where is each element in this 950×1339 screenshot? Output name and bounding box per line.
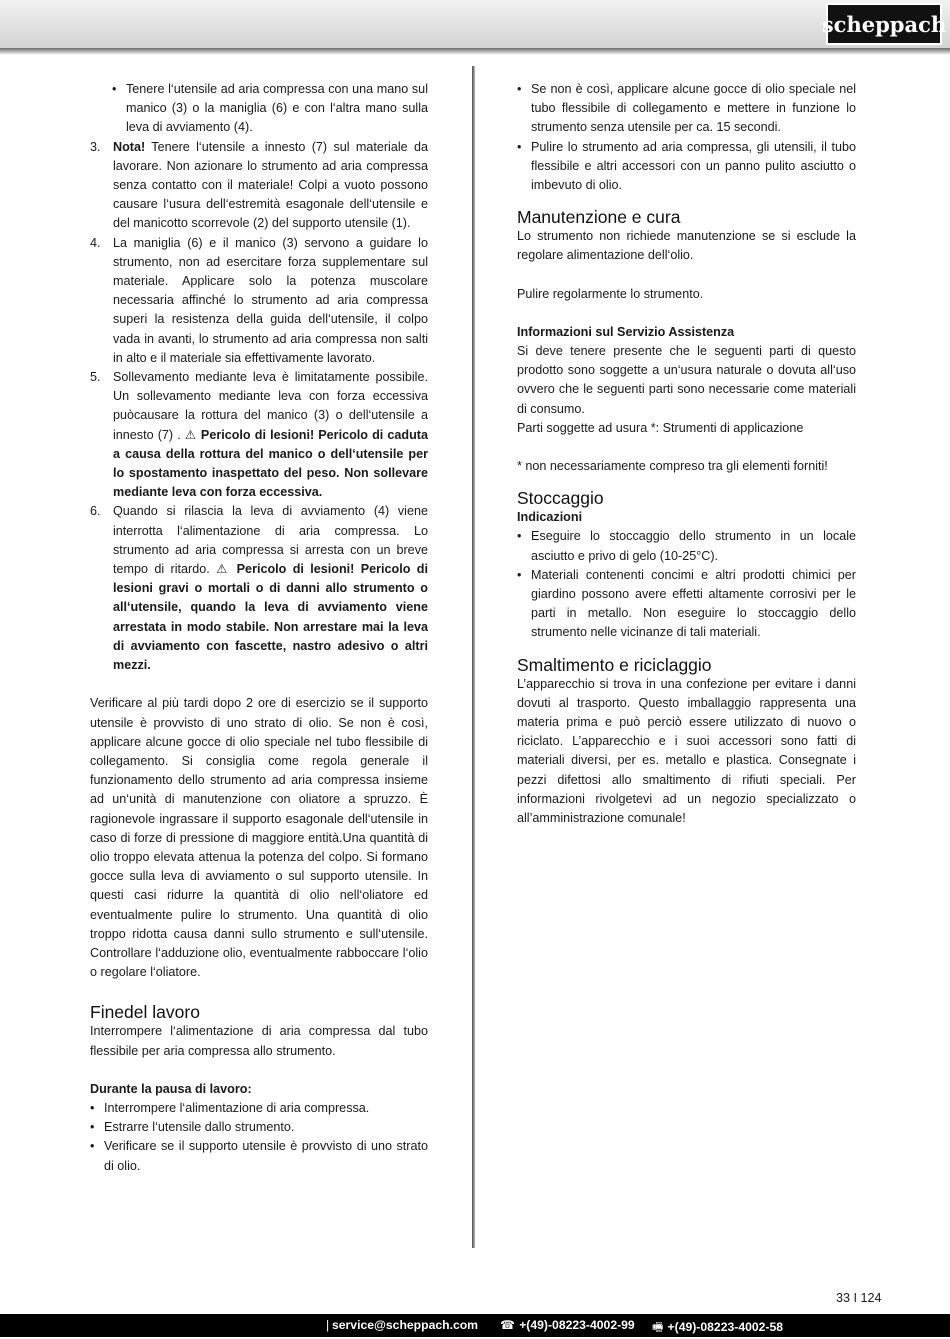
oil-steps-list: [517, 80, 856, 195]
list-item: • Materiali contenenti concimi e altri prodotti chimici per giardino possono avere effetti altamente corrosivi per le parti in metallo. Non eseguire lo stoccaggio dello strumento nelle vicinanze di tali materiali.: [517, 566, 856, 643]
step-item: [90, 502, 428, 675]
step-text: Tenere l‘utensile a innesto (7) sul materiale da lavorare. Non azionare lo strumento ad aria compressa senza contatto con il materiale! Colpi a vuoto possono causare l‘usura dell‘estremità esagonale dell‘utensile e del manicotto scorrevole (2) del supporto utensile (1).: [113, 139, 428, 231]
right-column: [517, 80, 856, 828]
list-item: • Tenere l‘utensile ad aria compressa con una mano sul manico (3) o la maniglia (6) e con l‘altra mano sulla leva di avviamento (4).: [112, 80, 428, 138]
phone-number: +(49)-08223-4002-99: [519, 1318, 635, 1332]
footer-bar: [0, 1314, 950, 1337]
step-number: 3.: [90, 139, 101, 154]
warning-text: ⚠ Pericolo di lesioni! Pericolo di lesioni gravi o mortali o di danni allo strumento o all‘utensile, quando la leva di avviamento viene arrestata in modo stabile. Non arrestare mai la leva di avviamento con fascette, nastro adesivo o altri mezzi.: [113, 562, 429, 673]
footnote-text: * non necessariamente compreso tra gli elementi forniti!: [517, 459, 828, 474]
disposal-text: L’apparecchio si trova in una confezione per evitare i danni dovuti al trasporto. Questo imballaggio rappresenta una materia prima e può perciò essere utilizzato di nuovo o riciclato. L’apparecchio e i suoi accessori sono fatti di materiali diversi, per es. metallo e plastica. Consegnate i pezzi difettosi allo smaltimento di rifiuti speciali. Per informazioni rivolgetevi ad un negozio specializzato o all’amministrazione comunale!: [517, 676, 856, 826]
wear-parts-text: Parti soggette ad usura *: Strumenti di applicazione: [517, 420, 804, 435]
fax-contact: [652, 1318, 783, 1339]
maintenance-heading: Manutenzione e cura: [517, 207, 681, 228]
maintenance-text: Lo strumento non richiede manutenzione se si esclude la regolare alimentazione dell‘olio.: [517, 229, 856, 263]
step-text: La maniglia (6) e il manico (3) servono a guidare lo strumento, non ad esercitare forza supplementare sul materiale. Applicare solo la potenza muscolare necessaria affinché lo strumento ad aria compressa superi la resistenza della guida dell‘utensile, il colpo vada in avanti, lo strumento ad aria compressa non salti in alto e il materiale sia effettivamente lavorato.: [113, 235, 428, 365]
list-item: • Se non è così, applicare alcune gocce di olio speciale nel tubo flessibile di collegamento e mettere in funzione lo strumento senza utensile per ca. 15 secondi.: [517, 80, 856, 138]
pause-heading: Durante la pausa di lavoro:: [90, 1081, 252, 1096]
column-divider: [472, 66, 475, 1248]
brand-logo-text: scheppach: [821, 11, 947, 37]
list-item: • Interrompere l‘alimentazione di aria compressa.: [90, 1099, 428, 1118]
storage-subheading: Indicazioni: [517, 510, 583, 525]
disposal-heading: Smaltimento e riciclaggio: [517, 654, 712, 675]
service-text: Si deve tenere presente che le seguenti parti di questo prodotto sono soggette a un‘usura naturale o dovuta all‘uso ovvero che le seguenti parti sono necessarie come materiali di consumo.: [517, 344, 856, 416]
step-item: [90, 138, 428, 234]
header-shadow: [0, 48, 950, 55]
service-heading: Informazioni sul Servizio Assistenza: [517, 324, 735, 339]
list-item: • Pulire lo strumento ad aria compressa, gli utensili, il tubo flessibile e altri accessori con un panno pulito asciutto o imbevuto di olio.: [517, 138, 856, 196]
list-item: • Estrarre l‘utensile dallo strumento.: [90, 1118, 428, 1137]
fax-number: +(49)-08223-4002-58: [667, 1320, 784, 1334]
step-item: [90, 368, 428, 502]
end-of-work-heading: Finedel lavoro: [90, 1002, 200, 1023]
left-column: [90, 80, 428, 1176]
intro-bullet-list: [90, 80, 428, 138]
telephone-icon: ☎: [500, 1318, 516, 1332]
fax-icon: 🖷: [652, 1320, 664, 1334]
page-number: 33 I 124: [836, 1291, 882, 1305]
storage-heading: Stoccaggio: [517, 488, 604, 509]
step-lead: Nota!: [113, 139, 146, 154]
storage-list: [517, 527, 856, 642]
warning-text: ⚠ Pericolo di lesioni! Pericolo di caduta a causa della rottura del manico o dell‘utensile per lo spostamento inaspettato del peso. Non sollevare mediante leva con forza eccessiva.: [113, 427, 429, 500]
list-item: • Eseguire lo stoccaggio dello strumento in un locale asciutto e privo di gelo (10-25°C).: [517, 527, 856, 565]
footer-separator: |: [326, 1318, 330, 1332]
brand-logo: [821, 3, 947, 45]
service-email-link[interactable]: service@scheppach.com: [332, 1318, 479, 1332]
step-number: 5.: [90, 370, 101, 385]
end-of-work-text: Interrompere l‘alimentazione di aria compressa dal tubo flessibile per aria compressa allo strumento.: [90, 1024, 428, 1058]
steps-list: [90, 138, 428, 676]
phone-contact: [500, 1318, 635, 1332]
pause-list: [90, 1099, 428, 1176]
step-text: Sollevamento mediante leva è limitatamente possibile. Un sollevamento mediante leva con forza eccessiva puòcausare la rottura del manico (3) o dell‘utensile a innesto (7) .: [113, 370, 428, 442]
step-item: [90, 234, 428, 368]
header-band: [0, 0, 950, 48]
step-text: Quando si rilascia la leva di avviamento (4) viene interrotta l‘alimentazione di aria compressa. Lo strumento ad aria compressa si arresta con un breve tempo di ritardo.: [113, 504, 428, 577]
step-number: 4.: [90, 235, 101, 250]
list-item: • Verificare se il supporto utensile è provvisto di uno strato di olio.: [90, 1137, 428, 1175]
step-number: 6.: [90, 504, 101, 519]
cleaning-text: Pulire regolarmente lo strumento.: [517, 286, 704, 301]
oil-paragraph: Verificare al più tardi dopo 2 ore di esercizio se il supporto utensile è provvisto di uno strato di olio. Se non è così, applicare alcune gocce di olio speciale nel tubo flessibile di collegamento. Si consiglia come regola generale il funzionamento dello strumento ad aria compressa insieme ad un‘unità di manutenzione con oliatore a spruzzo. È ragionevole ingrassare il supporto esagonale dell‘utensile in caso di forze di pressione di maggiore entità.Una quantità di olio troppo elevata attenua la potenza del colpo. Si formano gocce sulla leva di avviamento o sul supporto utensile. In questi casi ridurre la quantità di olio nell‘oliatore ed eventualmente pulire lo strumento. Una quantità di olio troppo ridotta causa danni sullo strumento e sull‘utensile. Controllare l‘adduzione olio, eventualmente rabboccare l‘olio o regolare l‘oliatore.: [90, 696, 428, 980]
